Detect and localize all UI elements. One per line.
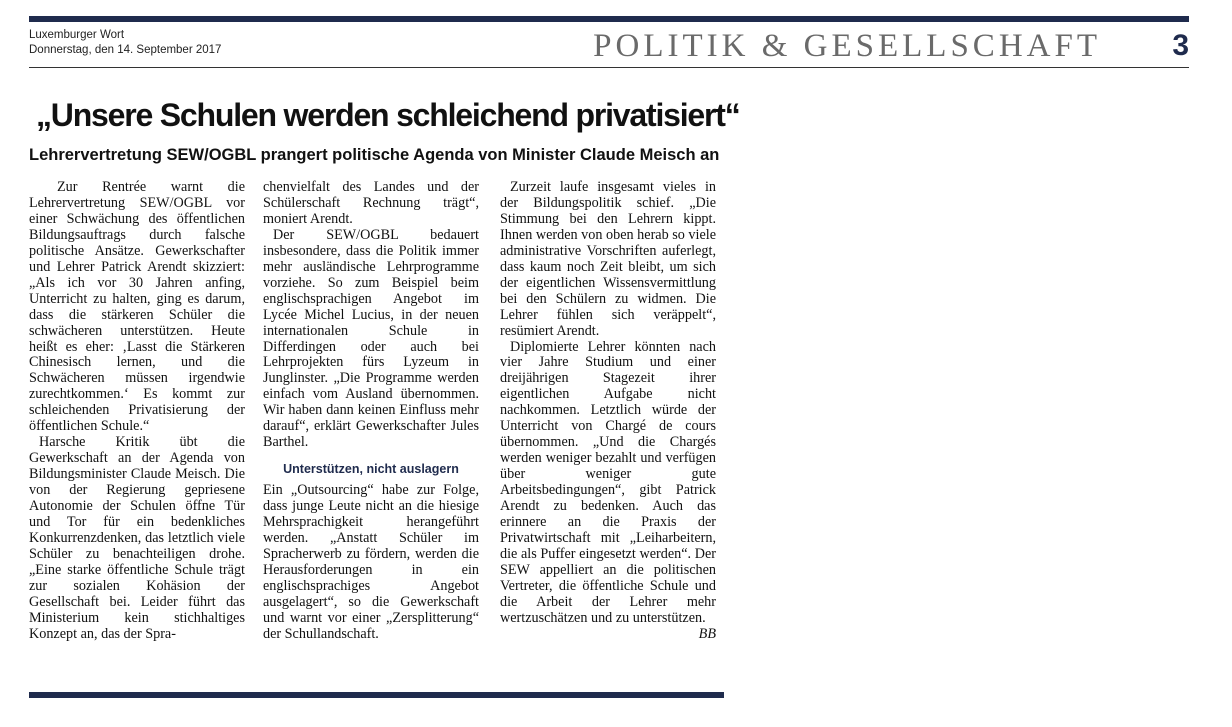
paragraph-text: Diplomierte Lehrer könnten nach vier Jahre Studium und einer dreijährigen Stagezeit ihrer eigentlichen Aufgabe nicht nachkommen. Letztlich würde der Unterricht von Chargé de cours übernommen. „Und die Chargés werden weniger bezahlt und verfügen über weniger gute Arbeitsbedingungen“, gibt Patrick Arendt zu bedenken. Auch das erinnere an die Praxis der Privatwirtschaft mit „Leiharbeitern, die als Puffer eingesetzt werden“. Der SEW appelliert an die politischen Vertreter, die öffentliche Schule und die Arbeit der Lehrer mehr wertzuschätzen und zu unterstützen. xyxy=(500,338,716,626)
section-title: POLITIK & GESELLSCHAFT xyxy=(593,28,1101,64)
paragraph xyxy=(500,338,716,642)
bottom-rule-bar xyxy=(29,692,724,698)
article-headline: „Unsere Schulen werden schleichend privatisiert“ xyxy=(36,97,740,133)
masthead-divider xyxy=(29,67,1189,68)
article-subheadline: Lehrervertretung SEW/OGBL prangert politische Agenda von Minister Claude Meisch an xyxy=(29,146,720,164)
article-column-2 xyxy=(263,180,479,643)
article-column-3 xyxy=(500,180,716,643)
article-column-1 xyxy=(29,180,245,643)
author-byline: BB xyxy=(698,625,716,642)
paragraph: chenvielfalt des Landes und der Schülerschaft Rechnung trägt“, moniert Arendt. xyxy=(263,179,479,227)
paragraph: Harsche Kritik übt die Gewerkschaft an der Agenda von Bildungsminister Claude Meisch. Die von der Regierung gepriesene Autonomie der Schulen öffne Tür und Tor für ein bedenkliches Konkurrenzdenken, das letztlich viele Schüler zu benachteiligen drohe. „Eine starke öffentliche Schule trägt zur sozialen Kohäsion der Gesellschaft bei. Leider führt das Ministerium kein stichhaltiges Konzept an, das der Spra- xyxy=(29,434,245,642)
paragraph: Der SEW/OGBL bedauert insbesondere, dass die Politik immer mehr ausländische Lehrprogramme vorziehe. So zum Beispiel beim englischsprachigen Angebot im Lycée Michel Lucius, in der neuen internationalen Schule in Differdingen oder auch bei Lehrprojekten fürs Lyzeum in Junglinster. „Die Programme werden einfach vom Ausland übernommen. Wir haben dann keinen Einfluss mehr darauf“, erklärt Gewerkschafter Jules Barthel. xyxy=(263,226,479,451)
publication-date: Donnerstag, den 14. September 2017 xyxy=(29,44,222,56)
publication-info xyxy=(29,28,221,58)
top-rule-bar xyxy=(29,16,1189,22)
article-interheading: Unterstützen, nicht auslagern xyxy=(283,462,459,477)
page-number: 3 xyxy=(1172,29,1189,62)
paragraph: Zurzeit laufe insgesamt vieles in der Bildungspolitik schief. „Die Stimmung bei den Lehrern kippt. Ihnen werden von oben herab so viele administrative Vorschriften auferlegt, dass kaum noch Zeit bleibt, um sich der eigentlichen Wissensvermittlung bei den Schülern zu widmen. Die Lehrer fühlen sich veräppelt“, resümiert Arendt. xyxy=(500,179,716,339)
paragraph: Ein „Outsourcing“ habe zur Folge, dass junge Leute nicht an die hiesige Mehrsprachigkeit herangeführt werden. „Anstatt Schüler im Spracherwerb zu fördern, werden die Herausforderungen in ein englischsprachiges Angebot ausgelagert“, so die Gewerkschaft und warnt vor einer „Zersplitterung“ der Schullandschaft. xyxy=(263,482,479,642)
paragraph: Zur Rentrée warnt die Lehrervertretung SEW/OGBL vor einer Schwächung des öffentlichen Bildungsauftrags durch falsche politische Ansätze. Gewerkschafter und Lehrer Patrick Arendt skizziert: „Als ich vor 30 Jahren anfing, Unterricht zu halten, ging es darum, dass die stärkeren Schüler die schwächeren unterstützen. Heute heißt es eher: ‚Lasst die Stärkeren Chinesisch lernen, und die Schwächeren müssen irgendwie zurechtkommen.‘ Es kommt zur schleichenden Privatisierung der öffentlichen Schule.“ xyxy=(29,179,245,435)
masthead xyxy=(29,26,1189,66)
publication-name: Luxemburger Wort xyxy=(29,29,125,41)
